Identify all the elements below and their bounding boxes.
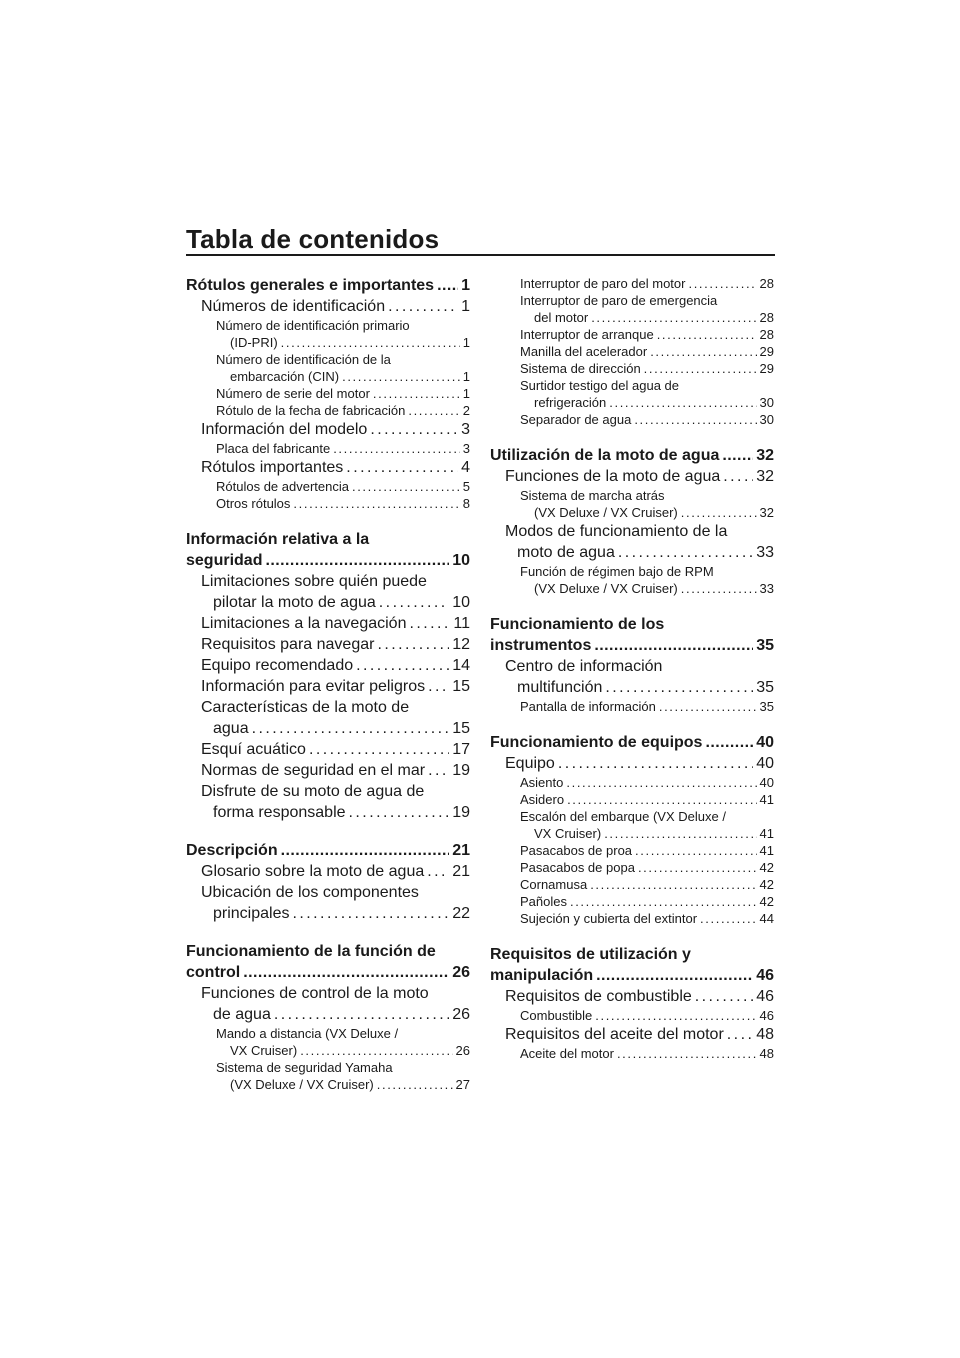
toc-entry-level-2[interactable]	[186, 419, 470, 440]
toc-entry-title: Requisitos de combustible	[505, 988, 692, 1005]
toc-entry-title: Equipo recomendado	[201, 657, 354, 674]
toc-entry-title: Rótulo de la fecha de fabricación	[216, 403, 406, 418]
toc-entry-title: Equipo	[505, 755, 555, 772]
dot-leader	[428, 676, 449, 697]
dot-leader	[688, 275, 756, 292]
dot-leader	[379, 592, 449, 613]
toc-entry-level-2[interactable]	[186, 457, 470, 478]
toc-entry-level-3[interactable]	[490, 411, 774, 428]
toc-entry-title: Sistema de marcha atrás	[520, 488, 665, 503]
toc-entry-title: Utilización de la moto de agua	[490, 447, 720, 464]
toc-entry-level-2[interactable]	[186, 571, 470, 613]
toc-entry-level-2[interactable]	[186, 613, 470, 634]
toc-entry-level-2[interactable]	[490, 1024, 774, 1045]
dot-leader	[428, 760, 449, 781]
toc-page-number: 42	[759, 877, 774, 892]
dot-leader	[566, 774, 756, 791]
toc-entry-level-3[interactable]	[490, 326, 774, 343]
dot-leader	[595, 1007, 756, 1024]
toc-entry-title: pilotar la moto de agua	[213, 594, 376, 611]
section-gap	[490, 715, 774, 732]
toc-entry-level-2[interactable]	[186, 296, 470, 317]
toc-entry-level-3[interactable]	[490, 563, 774, 597]
toc-page-number: 40	[756, 734, 774, 751]
toc-entry-title: Glosario sobre la moto de agua	[201, 863, 425, 880]
dot-leader	[635, 842, 757, 859]
dot-leader	[265, 550, 449, 571]
toc-entry-level-3[interactable]	[490, 698, 774, 715]
toc-entry-level-3[interactable]	[490, 377, 774, 411]
dot-leader	[567, 791, 756, 808]
toc-entry-level-3[interactable]	[490, 893, 774, 910]
toc-entry-level-3[interactable]	[490, 808, 774, 842]
toc-entry-title: Números de identificación	[201, 298, 386, 315]
toc-entry-title: Asiento	[520, 775, 564, 790]
dot-leader	[293, 495, 459, 512]
dot-leader	[681, 504, 757, 521]
toc-entry-title: Otros rótulos	[216, 496, 291, 511]
toc-entry-title: Escalón del embarque (VX Deluxe /	[520, 809, 726, 824]
dot-leader	[370, 419, 458, 440]
toc-entry-title: Interruptor de arranque	[520, 327, 654, 342]
toc-page-number: 15	[452, 720, 470, 737]
dot-leader	[252, 718, 450, 739]
toc-page-number: 26	[452, 1006, 470, 1023]
dot-leader	[722, 445, 753, 466]
toc-entry-title: Pasacabos de proa	[520, 843, 633, 858]
toc-page-number: 32	[756, 468, 774, 485]
toc-entry-level-3[interactable]	[490, 1007, 774, 1024]
toc-entry-title: forma responsable	[213, 804, 346, 821]
dot-leader	[644, 360, 757, 377]
toc-entry-title: Pañoles	[520, 894, 567, 909]
section-gap	[186, 823, 470, 840]
toc-page-number: 26	[455, 1043, 470, 1058]
toc-page-number: 33	[756, 544, 774, 561]
dot-leader	[243, 962, 449, 983]
toc-entry-level-1[interactable]	[490, 732, 774, 753]
toc-entry-title: Requisitos para navegar	[201, 636, 375, 653]
dot-leader	[609, 394, 756, 411]
toc-page-number: 27	[455, 1077, 470, 1092]
toc-entry-title: Información para evitar peligros	[201, 678, 426, 695]
toc-entry-title: Limitaciones a la navegación	[201, 615, 407, 632]
toc-page-number: 3	[462, 441, 470, 456]
toc-page-number: 21	[452, 863, 470, 880]
toc-entry-title: (VX Deluxe / VX Cruiser)	[534, 581, 678, 596]
toc-entry-title: Características de la moto de	[201, 699, 410, 716]
toc-entry-level-2[interactable]	[186, 781, 470, 823]
toc-page-number: 1	[461, 277, 470, 294]
toc-page-number: 22	[452, 905, 470, 922]
toc-entry-level-2[interactable]	[186, 655, 470, 676]
dot-leader	[292, 903, 449, 924]
dot-leader	[281, 334, 460, 351]
dot-leader	[281, 840, 450, 861]
toc-page-number: 28	[759, 310, 774, 325]
dot-leader	[309, 739, 449, 760]
toc-entry-title: Normas de seguridad en el mar	[201, 762, 426, 779]
toc-entry-level-2[interactable]	[490, 753, 774, 774]
dot-leader	[373, 385, 460, 402]
toc-entry-title: del motor	[534, 310, 589, 325]
toc-page-number: 26	[452, 964, 470, 981]
toc-entry-level-2[interactable]	[186, 676, 470, 697]
toc-entry-level-3[interactable]	[490, 343, 774, 360]
toc-entry-title: Sistema de dirección	[520, 361, 641, 376]
toc-entry-title: de agua	[213, 1006, 271, 1023]
dot-leader	[594, 635, 753, 656]
toc-page-number: 35	[756, 637, 774, 654]
toc-entry-level-3[interactable]	[490, 1045, 774, 1062]
toc-page-number: 35	[756, 679, 774, 696]
toc-entry-title: Información relativa a la	[186, 531, 370, 548]
toc-page-number: 29	[759, 344, 774, 359]
dot-leader	[705, 732, 753, 753]
toc-entry-level-3[interactable]	[490, 910, 774, 927]
toc-entry-title: (VX Deluxe / VX Cruiser)	[534, 505, 678, 520]
toc-page-number: 48	[756, 1026, 774, 1043]
dot-leader	[681, 580, 757, 597]
toc-entry-title: Función de régimen bajo de RPM	[520, 564, 714, 579]
section-gap	[186, 512, 470, 529]
toc-page-number: 42	[759, 860, 774, 875]
toc-entry-level-2[interactable]	[186, 697, 470, 739]
toc-entry-title: (VX Deluxe / VX Cruiser)	[230, 1077, 374, 1092]
dot-leader	[388, 296, 458, 317]
toc-entry-title: Esquí acuático	[201, 741, 306, 758]
toc-page-number: 40	[759, 775, 774, 790]
toc-entry-title: Interruptor de paro de emergencia	[520, 293, 718, 308]
toc-entry-title: Asidero	[520, 792, 565, 807]
toc-entry-level-3[interactable]	[490, 876, 774, 893]
toc-page-number: 1	[462, 335, 470, 350]
dot-leader	[590, 876, 756, 893]
dot-leader	[618, 542, 753, 563]
toc-entry-level-1[interactable]	[186, 529, 470, 571]
toc-page-number: 10	[452, 594, 470, 611]
toc-page-number: 28	[759, 276, 774, 291]
toc-entry-level-3[interactable]	[186, 495, 470, 512]
toc-entry-title: Rótulos importantes	[201, 459, 344, 476]
toc-entry-title: (ID-PRI)	[230, 335, 278, 350]
toc-entry-title: Surtidor testigo del agua de	[520, 378, 679, 393]
toc-entry-title: Pantalla de información	[520, 699, 656, 714]
toc-page-number: 44	[759, 911, 774, 926]
dot-leader	[596, 965, 753, 986]
toc-entry-title: Número de identificación primario	[216, 318, 410, 333]
toc-entry-title: Cornamusa	[520, 877, 588, 892]
toc-page-number: 46	[759, 1008, 774, 1023]
toc-entry-title: Interruptor de paro del motor	[520, 276, 686, 291]
toc-entry-title: Manilla del acelerador	[520, 344, 648, 359]
toc-page-number: 41	[759, 843, 774, 858]
dot-leader	[700, 910, 756, 927]
toc-entry-title: Separador de agua	[520, 412, 632, 427]
toc-entry-title: Funcionamiento de los	[490, 616, 665, 633]
toc-entry-title: control	[186, 964, 241, 981]
dot-leader	[638, 859, 757, 876]
toc-page-number: 12	[452, 636, 470, 653]
toc-entry-level-2[interactable]	[490, 986, 774, 1007]
dot-leader	[300, 1042, 452, 1059]
toc-entry-title: Número de identificación de la	[216, 352, 391, 367]
toc-entry-level-2[interactable]	[186, 861, 470, 882]
dot-leader	[342, 368, 460, 385]
page-title: Tabla de contenidos	[186, 224, 440, 254]
toc-page-number: 28	[759, 327, 774, 342]
toc-entry-level-2[interactable]	[186, 739, 470, 760]
dot-leader	[408, 402, 459, 419]
dot-leader	[727, 1024, 753, 1045]
toc-entry-level-3[interactable]	[490, 842, 774, 859]
toc-entry-level-1[interactable]	[186, 941, 470, 983]
toc-page-number: 5	[462, 479, 470, 494]
toc-page-number: 48	[759, 1046, 774, 1061]
toc-page-number: 33	[759, 581, 774, 596]
toc-entry-title: seguridad	[186, 552, 263, 569]
toc-entry-title: Funciones de control de la moto	[201, 985, 429, 1002]
toc-entry-title: Rótulos generales e importantes	[186, 277, 435, 294]
toc-page-number: 46	[756, 967, 774, 984]
section-gap	[490, 597, 774, 614]
toc-entry-level-3[interactable]	[186, 440, 470, 457]
toc-entry-title: Funciones de la moto de agua	[505, 468, 721, 485]
toc-entry-title: instrumentos	[490, 637, 592, 654]
section-gap	[490, 428, 774, 445]
toc-page-number: 17	[452, 741, 470, 758]
dot-leader	[634, 411, 756, 428]
dot-leader	[356, 655, 449, 676]
toc-column-left	[186, 275, 470, 1093]
dot-leader	[427, 861, 449, 882]
toc-page-number: 35	[759, 699, 774, 714]
dot-leader	[352, 478, 460, 495]
toc-entry-level-3[interactable]	[490, 487, 774, 521]
dot-leader	[695, 986, 753, 1007]
toc-entry-title: Sujeción y cubierta del extintor	[520, 911, 698, 926]
toc-page-number: 2	[462, 403, 470, 418]
toc-entry-title: Pasacabos de popa	[520, 860, 635, 875]
toc-entry-title: Placa del fabricante	[216, 441, 331, 456]
dot-leader	[659, 698, 757, 715]
dot-leader	[349, 802, 450, 823]
toc-entry-title: moto de agua	[517, 544, 615, 561]
toc-entry-level-3[interactable]	[186, 402, 470, 419]
dot-leader	[377, 1076, 453, 1093]
toc-entry-level-3[interactable]	[490, 292, 774, 326]
dot-leader	[605, 677, 753, 698]
toc-entry-level-3[interactable]	[490, 791, 774, 808]
toc-entry-title: Requisitos de utilización y	[490, 946, 691, 963]
toc-entry-title: principales	[213, 905, 290, 922]
toc-entry-level-1[interactable]	[490, 614, 774, 656]
toc-entry-title: Información del modelo	[201, 421, 368, 438]
dot-leader	[377, 634, 449, 655]
dot-leader	[570, 893, 757, 910]
toc-entry-title: Funcionamiento de equipos	[490, 734, 703, 751]
toc-entry-title: Rótulos de advertencia	[216, 479, 349, 494]
toc-column-right	[490, 275, 774, 1062]
dot-leader	[274, 1004, 449, 1025]
dot-leader	[617, 1045, 757, 1062]
toc-entry-title: Requisitos del aceite del motor	[505, 1026, 724, 1043]
toc-page-number: 1	[462, 386, 470, 401]
toc-entry-level-2[interactable]	[490, 466, 774, 487]
toc-page-number: 41	[759, 826, 774, 841]
toc-page-number: 3	[461, 421, 470, 438]
toc-entry-title: Centro de información	[505, 658, 663, 675]
toc-entry-level-3[interactable]	[186, 1059, 470, 1093]
toc-entry-level-2[interactable]	[186, 882, 470, 924]
toc-entry-title: Disfrute de su moto de agua de	[201, 783, 425, 800]
toc-entry-level-3[interactable]	[490, 774, 774, 791]
toc-entry-level-3[interactable]	[186, 351, 470, 385]
toc-entry-level-1[interactable]	[490, 944, 774, 986]
toc-page-number: 30	[759, 412, 774, 427]
toc-entry-level-3[interactable]	[186, 385, 470, 402]
toc-entry-level-1[interactable]	[186, 840, 470, 861]
toc-entry-title: refrigeración	[534, 395, 607, 410]
dot-leader	[558, 753, 753, 774]
title-rule	[186, 254, 775, 256]
toc-entry-title: Descripción	[186, 842, 278, 859]
toc-page-number: 32	[756, 447, 774, 464]
toc-page-number: 1	[461, 298, 470, 315]
dot-leader	[409, 613, 450, 634]
dot-leader	[657, 326, 757, 343]
toc-entry-title: Número de serie del motor	[216, 386, 370, 401]
toc-page-number: 14	[452, 657, 470, 674]
dot-leader	[437, 275, 458, 296]
section-gap	[186, 924, 470, 941]
toc-entry-title: agua	[213, 720, 249, 737]
toc-entry-title: Limitaciones sobre quién puede	[201, 573, 427, 590]
dot-leader	[346, 457, 458, 478]
toc-page-number: 46	[756, 988, 774, 1005]
toc-entry-title: manipulación	[490, 967, 594, 984]
toc-entry-title: Sistema de seguridad Yamaha	[216, 1060, 393, 1075]
toc-page-number: 8	[462, 496, 470, 511]
toc-page-number: 41	[759, 792, 774, 807]
toc-page-number: 40	[756, 755, 774, 772]
toc-entry-level-2[interactable]	[490, 656, 774, 698]
toc-entry-level-3[interactable]	[186, 478, 470, 495]
toc-entry-title: VX Cruiser)	[534, 826, 602, 841]
toc-entry-title: Ubicación de los componentes	[201, 884, 419, 901]
toc-page-number: 19	[452, 804, 470, 821]
toc-entry-title: Modos de funcionamiento de la	[505, 523, 728, 540]
toc-page-number: 1	[462, 369, 470, 384]
toc-entry-level-3[interactable]	[490, 275, 774, 292]
toc-page-number: 19	[452, 762, 470, 779]
toc-entry-title: Combustible	[520, 1008, 593, 1023]
dot-leader	[591, 309, 756, 326]
section-gap	[490, 927, 774, 944]
toc-page-number: 29	[759, 361, 774, 376]
toc-entry-title: VX Cruiser)	[230, 1043, 298, 1058]
toc-page-number: 11	[453, 615, 470, 632]
toc-entry-title: embarcación (CIN)	[230, 369, 340, 384]
toc-entry-title: Mando a distancia (VX Deluxe /	[216, 1026, 399, 1041]
toc-page-number: 32	[759, 505, 774, 520]
toc-entry-level-2[interactable]	[490, 521, 774, 563]
toc-page-number: 30	[759, 395, 774, 410]
toc-entry-title: Funcionamiento de la función de	[186, 943, 436, 960]
toc-page-number: 4	[461, 459, 470, 476]
toc-entry-level-3[interactable]	[186, 317, 470, 351]
toc-entry-level-2[interactable]	[186, 634, 470, 655]
toc-entry-level-1[interactable]	[186, 275, 470, 296]
toc-entry-title: Aceite del motor	[520, 1046, 614, 1061]
dot-leader	[650, 343, 756, 360]
toc-page-number: 10	[452, 552, 470, 569]
toc-page-number: 15	[452, 678, 470, 695]
toc-entry-level-2[interactable]	[186, 983, 470, 1025]
toc-entry-level-3[interactable]	[490, 859, 774, 876]
toc-entry-level-2[interactable]	[186, 760, 470, 781]
dot-leader	[604, 825, 756, 842]
toc-entry-level-3[interactable]	[490, 360, 774, 377]
toc-entry-title: multifunción	[517, 679, 603, 696]
toc-page-number: 42	[759, 894, 774, 909]
toc-page-number: 21	[452, 842, 470, 859]
dot-leader	[723, 466, 753, 487]
dot-leader	[333, 440, 460, 457]
toc-entry-level-1[interactable]	[490, 445, 774, 466]
toc-entry-level-3[interactable]	[186, 1025, 470, 1059]
